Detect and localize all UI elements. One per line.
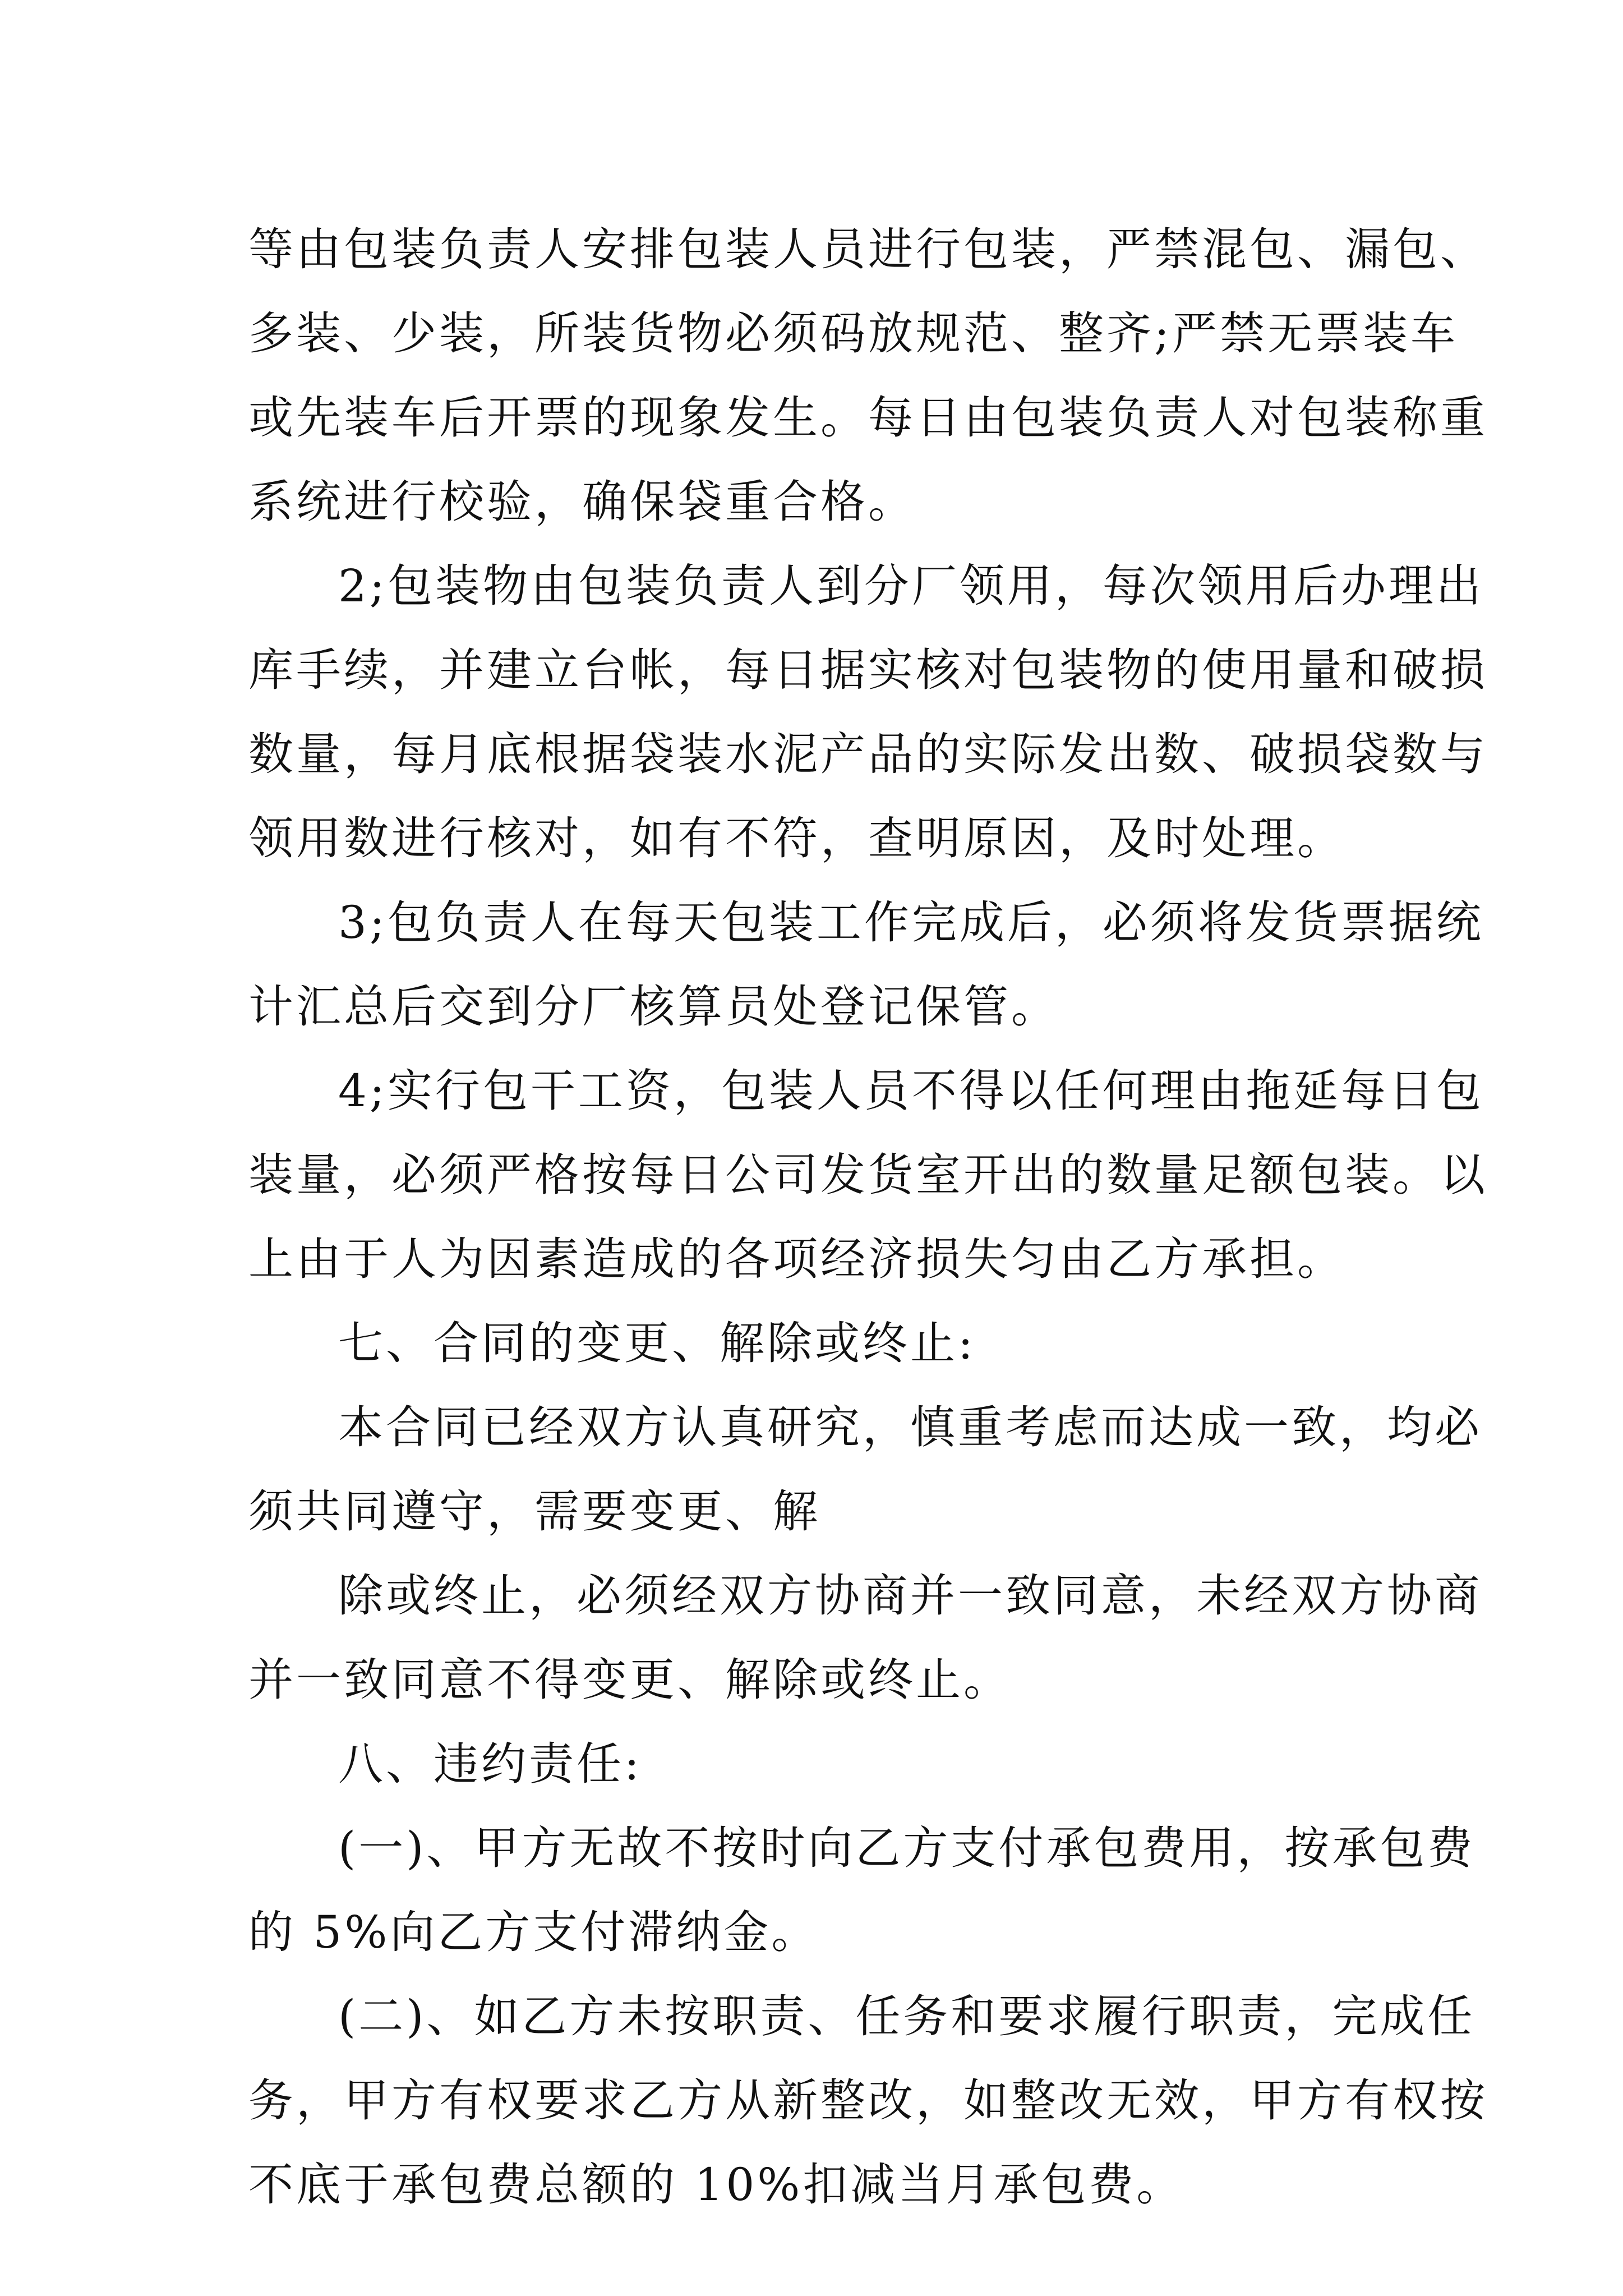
text-line: 须共同遵守，需要变更、解	[248, 1485, 820, 1538]
text-line: 计汇总后交到分厂核算员处登记保管。	[248, 981, 1059, 1033]
text-line: 或先装车后开票的现象发生。每日由包装负责人对包装称重	[248, 392, 1488, 444]
text-line: 数量，每月底根据袋装水泥产品的实际发出数、破损袋数与	[248, 728, 1488, 780]
document-body	[248, 208, 1488, 2227]
text-line: 库手续，并建立台帐，每日据实核对包装物的使用量和破损	[248, 644, 1488, 696]
paragraph-start-line: 2;包装物由包装负责人到分厂领用，每次领用后办理出	[338, 560, 1484, 612]
paragraph-start-line: 除或终止，必须经双方协商并一致同意，未经双方协商	[338, 1570, 1482, 1622]
text-line: 上由于人为因素造成的各项经济损失匀由乙方承担。	[248, 1233, 1345, 1285]
text-line: 并一致同意不得变更、解除或终止。	[248, 1654, 1011, 1706]
section-heading: 七、合同的变更、解除或终止:	[338, 1317, 976, 1369]
text-line: 的 5%向乙方支付滞纳金。	[248, 1906, 819, 1958]
paragraph-start-line: (二)、如乙方未按职责、任务和要求履行职责，完成任	[338, 1990, 1476, 2042]
text-line: 多装、少装，所装货物必须码放规范、整齐;严禁无票装车	[248, 307, 1458, 360]
paragraph-start-line: 4;实行包干工资，包装人员不得以任何理由拖延每日包	[338, 1065, 1484, 1117]
text-line: 不底于承包费总额的 10%扣减当月承包费。	[248, 2159, 1184, 2211]
paragraph-start-line: 3;包负责人在每天包装工作完成后，必须将发货票据统	[338, 896, 1484, 949]
paragraph-start-line: (一)、甲方无故不按时向乙方支付承包费用，按承包费	[338, 1822, 1476, 1874]
text-line: 装量，必须严格按每日公司发货室开出的数量足额包装。以	[248, 1149, 1488, 1201]
text-line: 务，甲方有权要求乙方从新整改，如整改无效，甲方有权按	[248, 2074, 1488, 2127]
text-line: 等由包装负责人安排包装人员进行包装，严禁混包、漏包、	[248, 223, 1488, 275]
text-line: 领用数进行核对，如有不符，查明原因，及时处理。	[248, 812, 1345, 864]
text-line: 系统进行校验，确保袋重合格。	[248, 476, 916, 528]
section-heading: 八、违约责任:	[338, 1738, 642, 1790]
paragraph-start-line: 本合同已经双方认真研究，慎重考虑而达成一致，均必	[338, 1401, 1482, 1453]
